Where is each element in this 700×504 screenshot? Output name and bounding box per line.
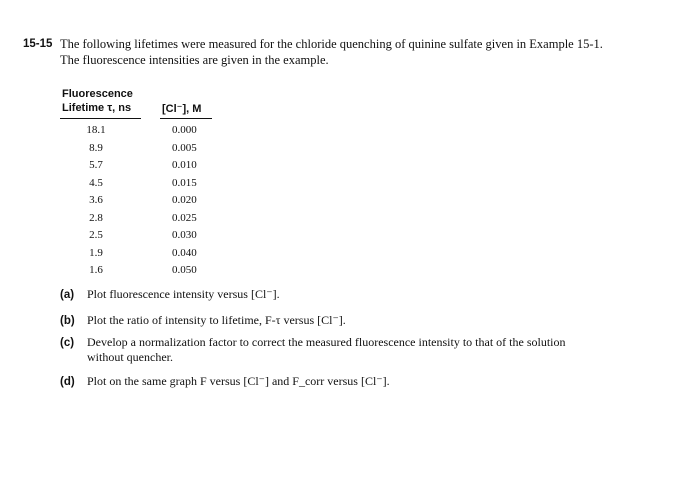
part-d-text: Plot on the same graph F versus [Cl⁻] and F_corr versus [Cl⁻]. [87,374,390,388]
table-header-rule-chloride [160,118,212,119]
part-b [60,313,346,328]
problem-number: 15-15 [23,38,53,50]
table-cell-lifetime: 2.5 [89,229,103,241]
table-cell-lifetime: 1.6 [89,264,103,276]
part-d-label: (d) [60,376,75,388]
table-cell-chloride: 0.030 [172,229,197,241]
table-cell-chloride: 0.015 [172,176,197,189]
table-cell-chloride: 0.020 [172,194,197,206]
table-cell-chloride: 0.010 [172,159,197,171]
part-b-text: Plot the ratio of intensity to lifetime, F-τ versus [Cl⁻]. [87,313,346,327]
part-d [60,374,390,389]
table-header-fluorescence: Fluorescence [62,88,133,100]
table-cell-chloride: 0.005 [172,141,197,154]
table-cell-lifetime: 5.7 [89,159,103,171]
part-c-text-line-1: Develop a normalization factor to correct the measured fluorescence intensity to that of the solution [87,335,566,349]
part-c-label: (c) [60,337,75,349]
part-b-label: (b) [60,315,75,327]
part-a-label: (a) [60,289,75,301]
part-c-text-line-2: without quencher. [87,350,173,364]
table-header-chloride: [Cl⁻], M [162,103,202,115]
table-cell-lifetime: 4.5 [89,176,103,189]
part-a-text: Plot fluorescence intensity versus [Cl⁻]. [87,287,280,301]
table-cell-lifetime: 18.1 [86,124,106,136]
part-c [60,335,566,350]
table-cell-chloride: 0.025 [172,211,197,224]
table-cell-chloride: 0.050 [172,264,197,276]
problem-statement-line-1: The following lifetimes were measured for the chloride quenching of quinine sulfate given in Example 15-1. [60,37,603,51]
table-cell-lifetime: 8.9 [89,141,103,154]
table-header-rule-lifetime [60,118,141,119]
table-cell-chloride: 0.000 [172,124,197,136]
problem-statement-line-2: The fluorescence intensities are given in the example. [60,53,329,67]
table-cell-lifetime: 1.9 [89,246,103,259]
table-header-lifetime: Lifetime τ, ns [62,102,132,114]
part-a [60,287,280,302]
table-cell-chloride: 0.040 [172,246,197,259]
table-cell-lifetime: 3.6 [89,194,103,206]
table-cell-lifetime: 2.8 [89,211,103,224]
